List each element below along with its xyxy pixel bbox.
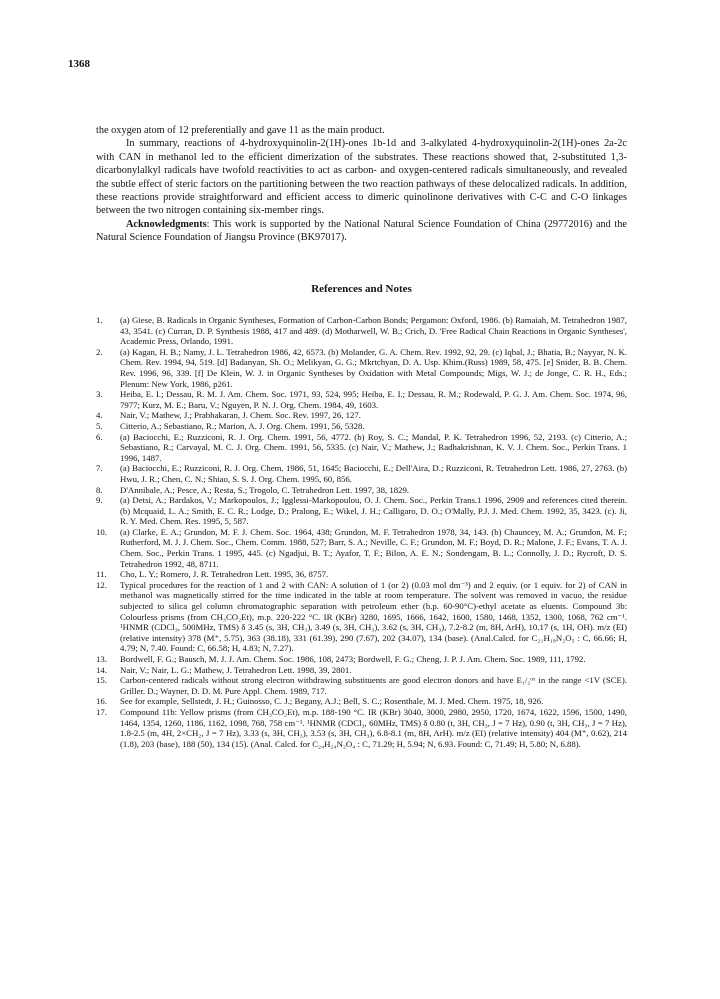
references-list	[96, 315, 627, 749]
reference-text: (a) Giese, B. Radicals in Organic Syntheses, Formation of Carbon-Carbon Bonds; Pergamon: Oxford, 1986. (b) Ramaiah, M. Tetrahedron 1987, 43, 3541. (c) Curran, D. P. Synthesis 1988, 417 and 489. (d) Motharwell, W. B.; Crich, D. 'Free Radical Chain Reactions in Organic Syntheses', Academic Press, Orlando, 1991.	[120, 315, 627, 347]
reference-number: 11.	[96, 569, 107, 580]
paragraph-summary: In summary, reactions of 4-hydroxyquinolin-2(1H)-ones 1b-1d and 3-alkylated 4-hydroxyquinolin-2(1H)-ones 2a-2c with CAN in methanol led to the efficient dimerization of the substrates. These reactions showed that, 2-substituted 1,3-dicarbonylalkyl radicals have twofold reactivities to act as carbon- and oxygen-centered radicals simultaneously, and revealed the subtle effect of steric factors on the partitioning between the two reaction pathways of these delocalized radicals. In addition, these reactions provide straightforward and efficient access to dimeric quinolinone derivatives with C-C and C-O linkages between the two nitrogen containing six-member rings.	[96, 138, 627, 217]
reference-number: 3.	[96, 389, 103, 400]
reference-item	[96, 527, 627, 569]
reference-number: 1.	[96, 315, 103, 325]
reference-number: 9.	[96, 495, 103, 506]
reference-number: 13.	[96, 654, 107, 664]
acknowledgments-text: : This work is supported by the National Natural Science Foundation of China (29772016) and the Natural Science Foundation of Jiangsu Province (BK97017).	[96, 218, 627, 244]
reference-item	[96, 495, 627, 527]
reference-text: See for example, Sellstedt, J. H.; Guinosso, C. J.; Begany, A.J.; Bell, S. C.; Rosenthale, M. J. Med. Chem. 1975, 18, 926.	[120, 696, 544, 707]
reference-number: 6.	[96, 431, 103, 442]
paragraph-conclusion-end: the oxygen atom of 12 preferentially and gave 11 as the main product.	[96, 125, 385, 136]
reference-item	[96, 463, 627, 484]
reference-text: (a) Clarke, E. A.; Grundon, M. F. J. Chem. Soc. 1964, 438; Grundon, M. F. Tetrahedron 1978, 34, 143. (b) Chauncey, M. A.; Grundon, M. F.; Rutherford, M. J. J. Chem. Soc., Chem. Comm. 1988, 527; Barr, S. A.; Neville, C. F.; Grundon, M. F.; Boyd, D. R.; Malone, J. F.; Evans, T. A. J. Chem. Soc., Perkin Trans. 1 1995, 445. (c) Ngadjui, B. T.; Ayafor, T. F.; Bilon, A. E. N.; Sondengam, B. L.; Connolly, J. D.; Rycroft, D. S. Tetrahedron 1992, 48, 8711.	[120, 526, 627, 569]
reference-item	[96, 569, 627, 580]
reference-text: Compound 11b: Yellow prisms (from CH₃CO₂Et), m.p. 188-190 °C. IR (KBr) 3040, 3000, 2980, 2950, 1720, 1674, 1622, 1596, 1500, 1490, 1464, 1354, 1260, 1186, 1162, 1098, 768, 758 cm⁻¹. ¹HNMR (CDCl₃, 60MHz, TMS) δ 0.80 (t, 3H, CH₃, J = 7 Hz), 0.90 (t, 3H, CH₃, J = 7 Hz), 1.8-2.5 (m, 4H, 2×CH₂, J = 7 Hz), 3.33 (s, 3H, CH₃), 3.53 (s, 3H, CH₃), 6.8-8.1 (m, 8H, ArH). m/z (EI) (relative intensity) 404 (M⁺, 0.62), 214 (1.8), 203 (base), 188 (50), 134 (15). (Anal. Calcd. for C₂₄H₂₄N₂O₄ : C, 71.29; H, 5.94; N, 6.93. Found: C, 71.49; H, 5.80; N, 6.88).	[120, 706, 627, 749]
page-number: 1368	[68, 58, 90, 70]
main-text	[96, 124, 627, 245]
reference-item	[96, 347, 627, 389]
reference-text: Carbon-centered radicals without strong electron withdrawing substituents are good electron donors and have E₁/₂ᵒˣ in the range <1V (SCE). Griller. D.; Wayner, D. D. M. Pure Appl. Chem. 1989, 717.	[120, 675, 627, 696]
reference-text: Heiba, E. I.; Dessau, R. M. J. Am. Chem. Soc. 1971, 93, 524, 995; Heiba, E. I.; Dessau, R. M.; Rodewald, P. G. J. Am. Chem. Soc. 1974, 96, 7977; Kurz, M. E.; Baru, V.; Nguyen, P. N. J. Org. Chem. 1984, 49, 1603.	[120, 389, 627, 410]
reference-number: 7.	[96, 463, 103, 474]
reference-number: 10.	[96, 526, 107, 537]
reference-text: (a) Detsi, A.; Bardakos, V.; Markopoulos, J.; Igglessi-Markopoulou, O. J. Chem. Soc., Perkin Trans.1 1996, 2909 and references cited therein. (b) Mcquaid, L. A.; Smith, E. C. R.; Lodge, D.; Pralong, E.; Wikel, J. H.; Calligaro, D. O.; O'Mally, P.J. J. Med. Chem. 1992, 35, 3423. (c). Ji, R. Y. Med. Chem. Res. 1995, 5, 587.	[120, 495, 627, 527]
reference-item	[96, 580, 627, 654]
reference-item	[96, 421, 627, 432]
reference-text: (a) Baciocchi, E.; Ruzziconi, R. J. Org. Chem. 1986, 51, 1645; Baciocchi, E.; Dell'Aira, D.; Ruzziconi, R. Tetrahedron Lett. 1986, 27, 2763. (b) Hwu, J. R.; Chen, C. N.; Shiao, S. S. J. Org. Chem. 1995, 60, 856.	[120, 463, 627, 484]
reference-text: Citterio, A.; Sebastiano, R.; Marion, A. J. Org. Chem. 1991, 56, 5328.	[120, 420, 365, 431]
reference-item	[96, 675, 627, 696]
reference-item	[96, 485, 627, 496]
reference-item	[96, 654, 627, 665]
reference-text: Bordwell, F. G.; Bausch, M. J. J. Am. Chem. Soc. 1986, 108, 2473; Bordwell, F. G.; Cheng, J. P. J. Am. Chem. Soc. 1989, 111, 1792.	[120, 654, 586, 664]
reference-number: 15.	[96, 675, 107, 686]
reference-item	[96, 665, 627, 676]
acknowledgments	[96, 218, 627, 245]
reference-text: (a) Kagan, H. B.; Namy, J. L. Tetrahedron 1986, 42, 6573. (b) Molander, G. A. Chem. Rev. 1992, 92, 29. (c) Iqbal, J.; Bhatia, B.; Nayyar, N. K. Chem. Rev. 1994, 94, 519. [d] Badanyan, Sh. O.; Melikyan, G. G.; Mkrtchyan, D. A. Usp. Khim.(Russ) 1989, 58, 475. [e] Snider, B. B. Chem. Rev. 1996, 96, 339. [f] De Klein, W. J. in Organic Syntheses by Oxidation with Metal Compounds; Migs, W. J.; de Jonge, C. R. H., Eds.; Plenum: New York, 1986, p261.	[120, 346, 627, 389]
reference-text: Nair, V.; Mathew, J.; Prabhakaran, J. Chem. Soc. Rev. 1997, 26, 127.	[120, 410, 361, 421]
reference-text: Nair, V.; Nair, L. G.; Mathew, J. Tetrahedron Lett. 1998, 39, 2801.	[120, 664, 352, 675]
reference-item	[96, 707, 627, 749]
reference-item	[96, 696, 627, 707]
reference-number: 5.	[96, 420, 103, 431]
reference-item	[96, 315, 627, 347]
acknowledgments-heading: Acknowledgments	[126, 218, 207, 230]
reference-number: 2.	[96, 346, 103, 357]
reference-item	[96, 410, 627, 421]
reference-text: (a) Baciocchi, E.; Ruzziconi, R. J. Org. Chem. 1991, 56, 4772. (b) Roy, S. C.; Mandal, P. K. Tetrahedron 1996, 52, 2193. (c) Citterio, A.; Sebastiano, R.; Carvayal, M. C. J. Org. Chem. 1991, 56, 5335. (c) Nair, V.; Mathew, J.; Radhakrishnan, K. V. J. Chem. Soc., Perkin Trans. 1 1996, 1487.	[120, 431, 627, 463]
reference-text: D'Annibale, A.; Pesce, A.; Resta, S.; Trogolo, C. Tetrahedron Lett. 1997, 38, 1829.	[120, 484, 410, 495]
reference-number: 12.	[96, 579, 107, 590]
references-heading: References and Notes	[311, 283, 412, 295]
reference-text: Cho, L. Y.; Romero, J. R. Tetrahedron Lett. 1995, 36, 8757.	[120, 569, 329, 580]
reference-text: Typical procedures for the reaction of 1 and 2 with CAN: A solution of 1 (or 2) (0.03 mol dm⁻³) and 2 equiv. (or 1 equiv. for 2) of CAN in methanol was magnetically stirred for the time indicated in the table at room temperature. The solvent was removed in vacuo, the residue subjected to silica gel column chromatographic separation with petroleum ether (b.p. 60-90°C)-ethyl acetate as eluents. Compound 3b: Colourless prisms (from CH₃CO₂Et), m.p. 220-222 °C. IR (KBr) 3280, 1695, 1666, 1642, 1600, 1580, 1468, 1352, 1300, 1068, 762 cm⁻¹. ¹HNMR (CDCl₃, 500MHz, TMS) δ 3.45 (s, 3H, CH₃), 3.49 (s, 3H, CH₃), 3.62 (s, 3H, CH₃), 7.2-8.2 (m, 8H, ArH), 10.17 (s, 1H, OH). m/z (EI) (relative intensity) 378 (M⁺, 5.75), 363 (38.18), 331 (61.39), 290 (7.67), 202 (34.07), 134 (base). (Anal.Calcd. for C₂₁H₁₈N₂O₅ : C, 66.66; H, 4.79; N, 7.40. Found: C, 66.58; H, 4.83; N, 7.27).	[120, 579, 627, 654]
reference-number: 14.	[96, 664, 107, 675]
reference-number: 4.	[96, 410, 103, 421]
reference-number: 16.	[96, 696, 107, 707]
reference-number: 8.	[96, 484, 103, 495]
reference-item	[96, 432, 627, 464]
reference-item	[96, 389, 627, 410]
reference-number: 17.	[96, 706, 107, 717]
